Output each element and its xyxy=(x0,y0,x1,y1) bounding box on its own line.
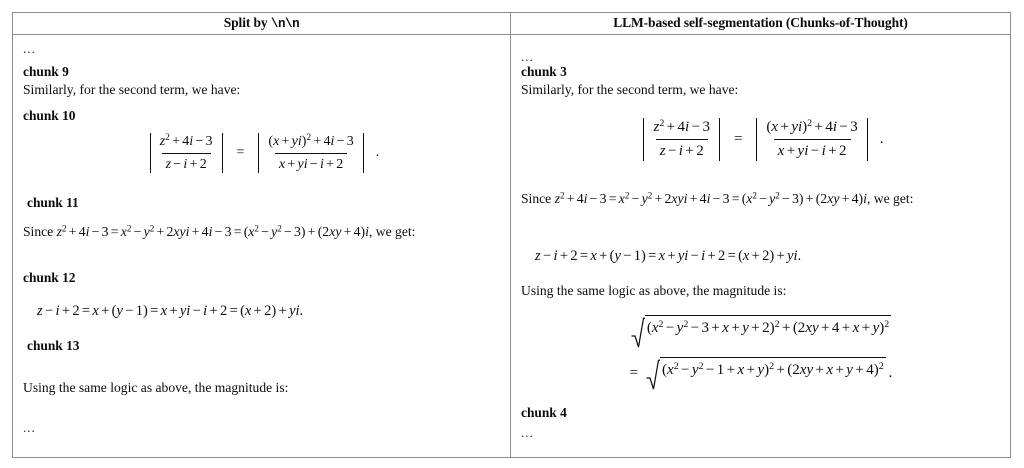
left-chunk-11-lead: Since xyxy=(23,224,57,239)
right-eq1-lhs-numerator: $z^2 + 4i - 3$ xyxy=(653,117,710,135)
abs-bar-left xyxy=(150,133,151,173)
right-since-math: $z^2 + 4i - 3 = x^2 - y^2 + 2xyi + 4i - 3 = (x^2 - y^2 - 3) + (2xy + 4)i$ xyxy=(554,190,867,206)
left-chunk-13-label: chunk 13 xyxy=(27,338,80,353)
right-eq3-equals: = xyxy=(629,364,639,381)
right-eq1-period: . xyxy=(879,130,884,147)
left-chunk-12-label: chunk 12 xyxy=(23,270,76,285)
right-eq1-equals: = xyxy=(733,130,743,147)
left-chunk-9-label: chunk 9 xyxy=(23,64,69,79)
abs-bar-left xyxy=(643,118,644,161)
abs-bar-left xyxy=(756,118,757,161)
right-eq1-rhs-fraction xyxy=(762,118,861,161)
content-row xyxy=(13,35,1011,458)
right-since-tail: , we get: xyxy=(866,191,914,206)
left-eq1-rhs-numerator: (x + yi)$^2$ + 4i − 3 xyxy=(268,132,354,149)
comparison-table xyxy=(12,12,1011,458)
left-eq1-rhs-fraction xyxy=(264,133,357,173)
left-ellipsis-bottom: ... xyxy=(23,420,36,435)
cell-llm-self-segmentation xyxy=(511,35,1011,458)
radical-sign-icon xyxy=(646,358,660,390)
left-eq1-lhs-denominator: z − i + 2 xyxy=(162,153,211,174)
sqrt-construct xyxy=(646,357,886,389)
right-equation-3-line-2 xyxy=(511,357,1011,389)
right-content xyxy=(511,35,1010,457)
abs-bar-right xyxy=(222,133,223,173)
column-header-split-prefix: Split by xyxy=(223,15,271,30)
left-equation-1 xyxy=(13,133,511,173)
radicand-2: $(x^2 - y^2 - 1 + x + y)^2 + (2xy + x + y + 4)^2$ xyxy=(660,357,886,389)
left-chunk-10-label: chunk 10 xyxy=(23,108,76,123)
left-chunk-11-text xyxy=(23,223,493,241)
abs-bar-right xyxy=(719,118,720,161)
right-eq1-rhs xyxy=(751,118,872,161)
left-chunk-11-label: chunk 11 xyxy=(27,195,79,210)
table-header xyxy=(13,13,1011,35)
right-eq1-lhs-fraction xyxy=(649,118,713,161)
radical-sign-icon xyxy=(631,316,645,348)
left-ellipsis-top: ... xyxy=(23,41,36,56)
right-ellipsis-bottom: ... xyxy=(521,425,534,440)
left-eq1-rhs xyxy=(253,133,368,173)
right-since-lead: Since xyxy=(521,191,555,206)
left-eq1-lhs-numerator: $z^2 + 4i - 3$ xyxy=(159,132,213,149)
left-equation-2: z − i + 2 = x + (y − 1) = x + yi − i + 2 = (x + 2) + yi. xyxy=(37,303,304,319)
cell-split-by-newline xyxy=(13,35,511,458)
right-since-text xyxy=(521,190,999,208)
right-chunk-3-text: Similarly, for the second term, we have: xyxy=(521,82,739,97)
left-eq1-lhs-fraction xyxy=(156,133,217,173)
abs-bar-left xyxy=(258,133,259,173)
left-chunk-11-math: $z^2 + 4i - 3 = x^2 - y^2 + 2xyi + 4i - 3 = (x^2 - y^2 - 3) + (2xy + 4)i$ xyxy=(56,223,369,239)
left-chunk-13-text: Using the same logic as above, the magnitude is: xyxy=(23,380,289,395)
abs-bar-right xyxy=(867,118,868,161)
left-chunk-9-text: Similarly, for the second term, we have: xyxy=(23,82,241,97)
left-eq1-period: . xyxy=(375,145,380,161)
abs-bar-right xyxy=(363,133,364,173)
right-magnitude-text: Using the same logic as above, the magnitude is: xyxy=(521,283,787,298)
radicand-1: $(x^2 - y^2 - 3 + x + y + 2)^2 + (2xy + 4 + x + y)^2$ xyxy=(645,315,891,347)
left-eq1-lhs xyxy=(145,133,228,173)
left-eq1-equals: = xyxy=(236,145,245,161)
right-ellipsis-top: ... xyxy=(521,49,534,64)
left-eq1-rhs-denominator: x + yi − i + 2 xyxy=(275,153,347,174)
right-eq1-rhs-numerator: (x + yi)$^2$ + 4i − 3 xyxy=(766,117,858,135)
right-eq1-lhs-denominator: z − i + 2 xyxy=(656,139,708,161)
right-equation-3-line-1 xyxy=(511,315,1011,347)
sqrt-construct xyxy=(631,315,891,347)
right-eq3-period: . xyxy=(888,364,893,381)
right-eq1-rhs-denominator: x + yi − i + 2 xyxy=(774,139,851,161)
right-chunk-3-label: chunk 3 xyxy=(521,64,567,79)
left-chunk-11-tail: , we get: xyxy=(368,224,416,239)
column-header-split xyxy=(13,13,511,35)
header-row xyxy=(13,13,1011,35)
left-content xyxy=(13,35,510,457)
column-header-cot: LLM-based self-segmentation (Chunks-of-Thought) xyxy=(511,13,1011,35)
right-equation-1 xyxy=(511,118,1011,161)
column-header-split-escape: \n\n xyxy=(270,17,300,31)
right-equation-2: z − i + 2 = x + (y − 1) = x + yi − i + 2 = (x + 2) + yi. xyxy=(535,248,802,264)
right-chunk-4-label: chunk 4 xyxy=(521,405,567,420)
table-body xyxy=(13,35,1011,458)
right-eq1-lhs xyxy=(638,118,724,161)
